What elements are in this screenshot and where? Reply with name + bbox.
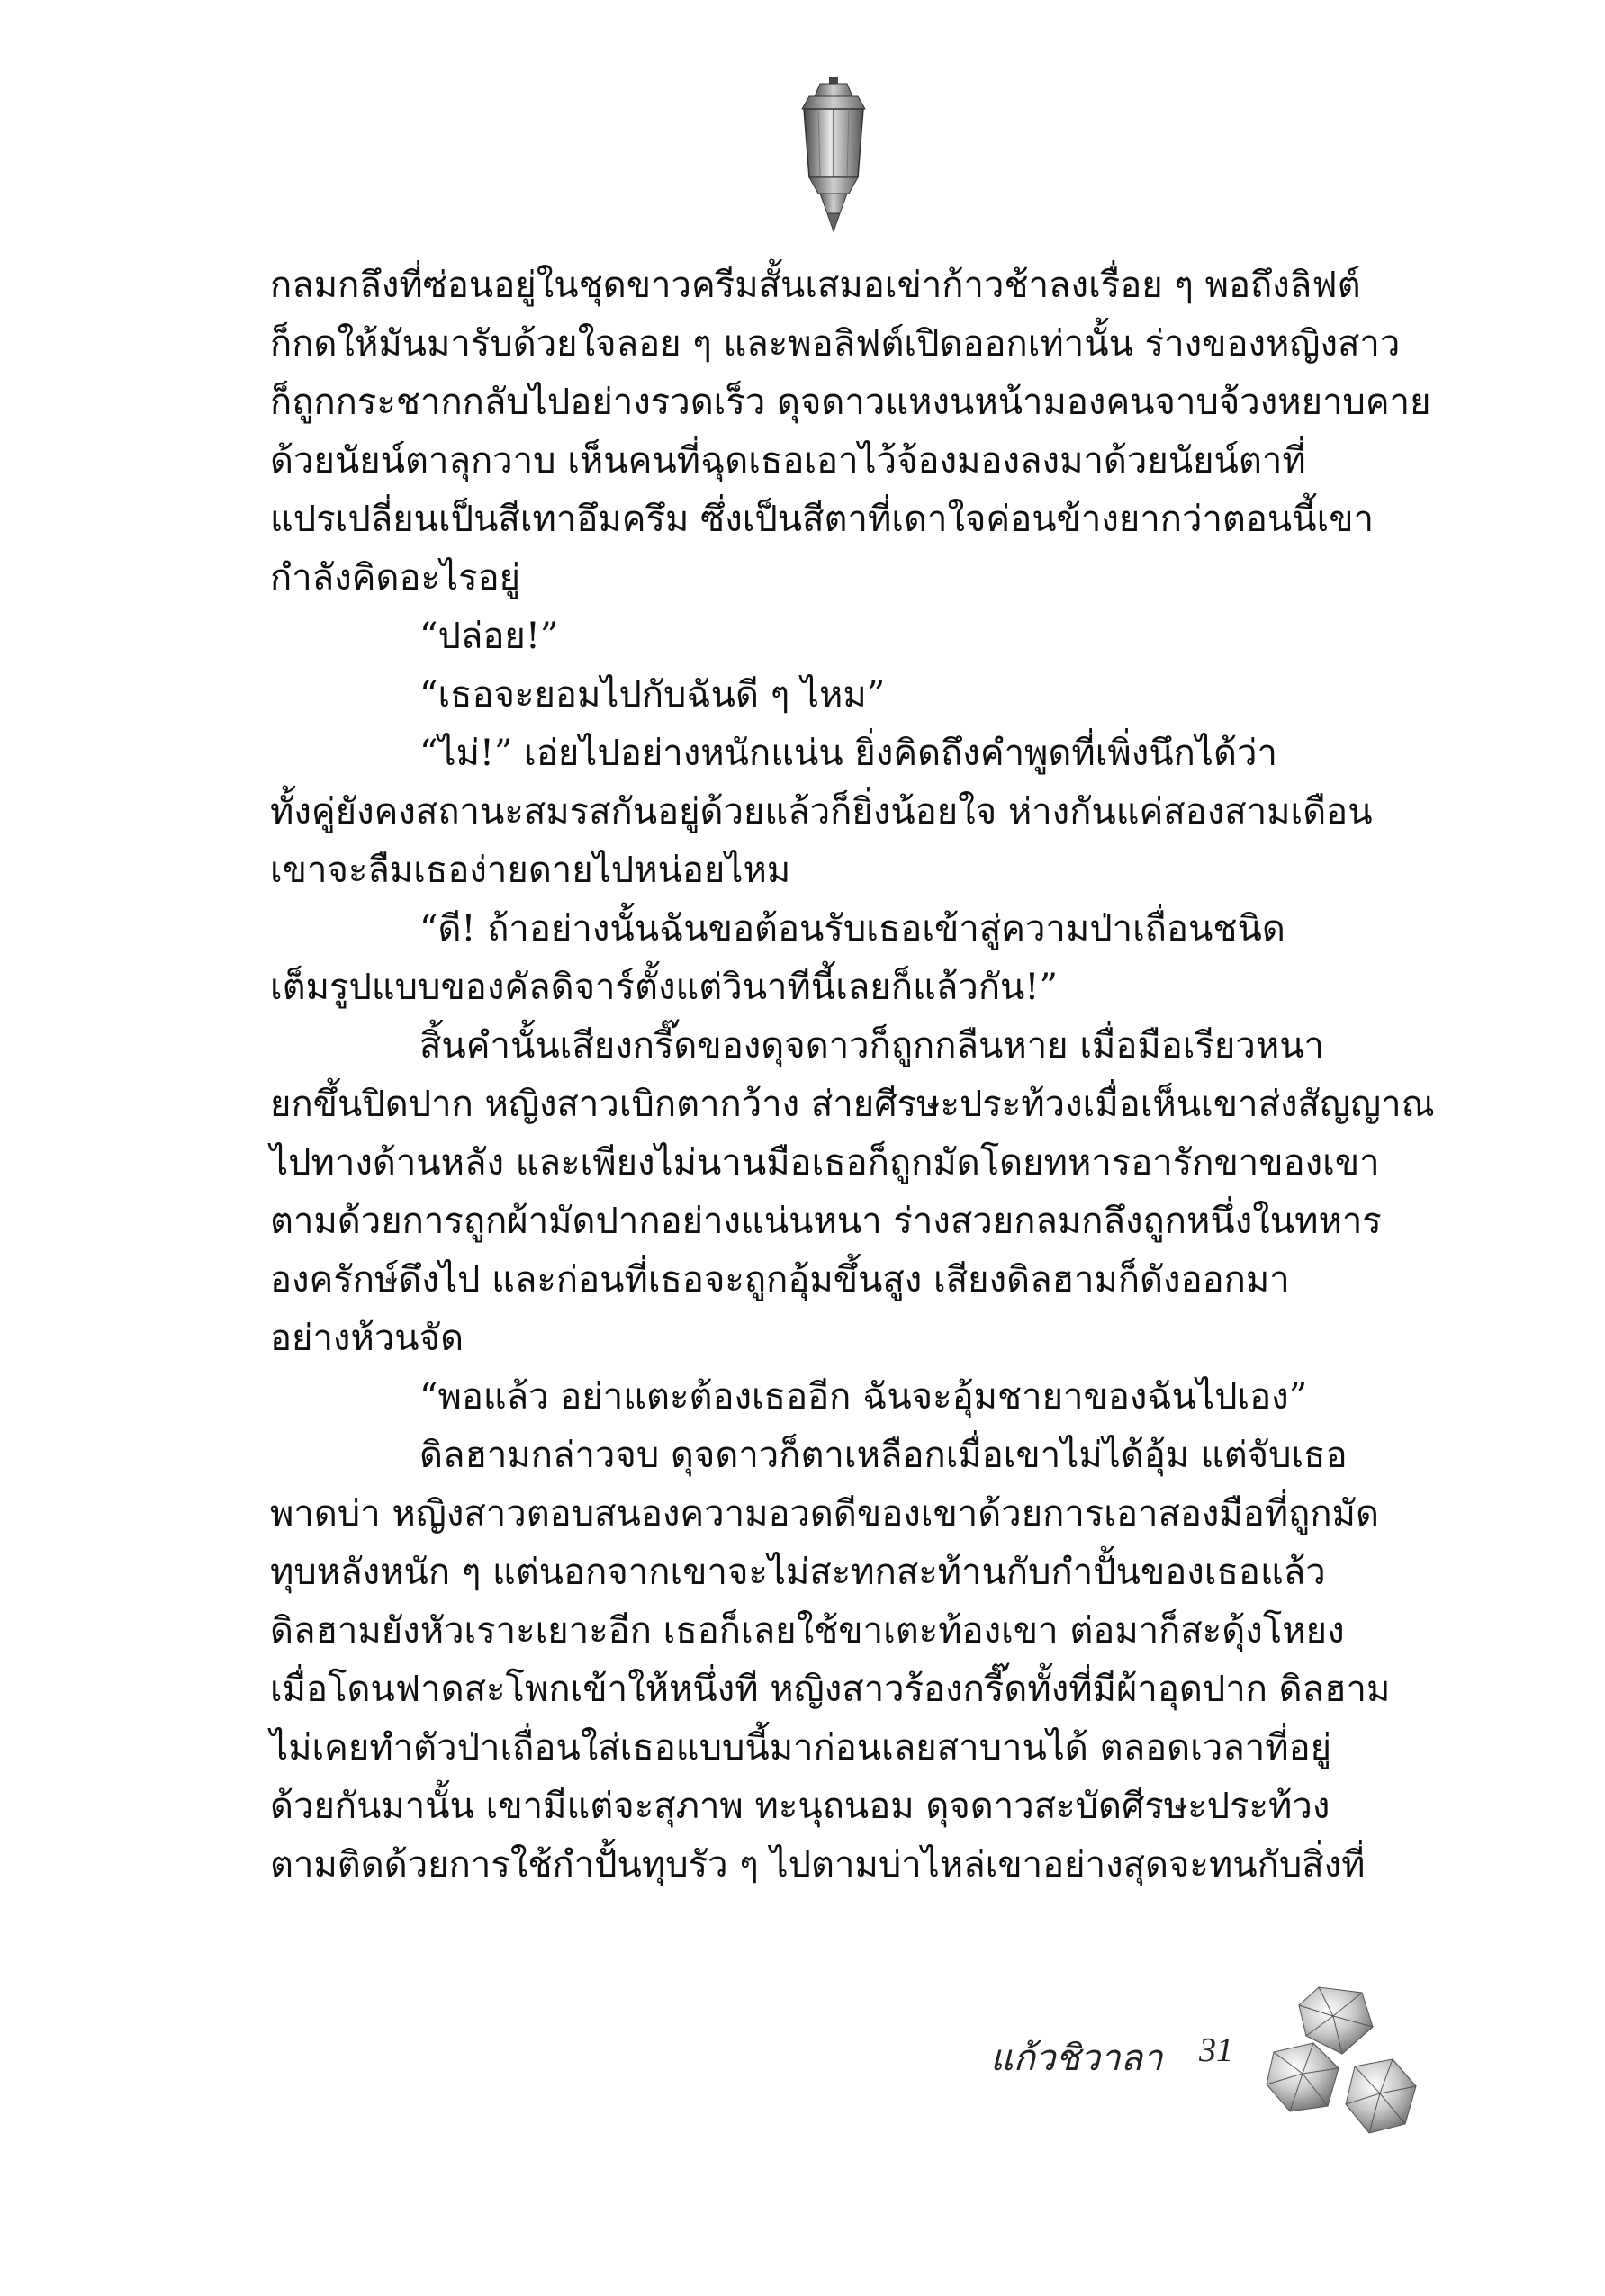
text-line: ตามด้วยการถูกผ้ามัดปากอย่างแน่นหนา ร่างสวยกลมกลึงถูกหนึ่งในทหาร — [270, 1201, 1382, 1242]
text-line: กลมกลึงที่ซ่อนอยู่ในชุดขาวครีมสั้นเสมอเข่าก้าวช้าลงเรื่อย ๆ พอถึงลิฟต์ — [270, 265, 1361, 306]
text-line: “ไม่!” เอ่ยไปอย่างหนักแน่น ยิ่งคิดถึงคำพูดที่เพิ่งนึกได้ว่า — [419, 733, 1277, 774]
text-line: เมื่อโดนฟาดสะโพกเข้าให้หนึ่งที หญิงสาวร้องกรี๊ดทั้งที่มีผ้าอุดปาก ดิลฮาม — [270, 1669, 1391, 1710]
text-line: “ปล่อย!” — [419, 616, 559, 657]
text-line: พาดบ่า หญิงสาวตอบสนองความอวดดีของเขาด้วยการเอาสองมือที่ถูกมัด — [270, 1493, 1379, 1535]
text-line: แปรเปลี่ยนเป็นสีเทาอึมครึม ซึ่งเป็นสีตาที่เดาใจค่อนข้างยากว่าตอนนี้เขา — [270, 499, 1375, 540]
text-line: อย่างห้วนจัด — [270, 1318, 464, 1359]
text-line: ยกขึ้นปิดปาก หญิงสาวเบิกตากว้าง ส่ายศีรษะประท้วงเมื่อเห็นเขาส่งสัญญาณ — [270, 1084, 1435, 1125]
text-line: เขาจะลืมเธอง่ายดายไปหน่อยไหม — [270, 850, 791, 891]
text-line: ด้วยนัยน์ตาลุกวาบ เห็นคนที่ฉุดเธอเอาไว้จ้องมองลงมาด้วยนัยน์ตาที่ — [270, 440, 1306, 482]
page-body-text — [270, 257, 1435, 1895]
text-line: ทั้งคู่ยังคงสถานะสมรสกันอยู่ด้วยแล้วก็ยิ่งน้อยใจ ห่างกันแค่สองสามเดือน — [270, 791, 1373, 833]
text-line: องครักษ์ดึงไป และก่อนที่เธอจะถูกอุ้มขึ้นสูง เสียงดิลฮามก็ดังออกมา — [270, 1259, 1290, 1301]
text-line: กำลังคิดอะไรอยู่ — [270, 557, 521, 599]
text-line: “พอแล้ว อย่าแตะต้องเธออีก ฉันจะอุ้มชายาของฉันไปเอง” — [419, 1376, 1308, 1418]
text-line: ก็กดให้มันมารับด้วยใจลอย ๆ และพอลิฟต์เปิดออกเท่านั้น ร่างของหญิงสาว — [270, 323, 1401, 365]
text-line: ก็ถูกกระชากกลับไปอย่างรวดเร็ว ดุจดาวแหงนหน้ามองคนจาบจ้วงหยาบคาย — [270, 382, 1431, 423]
text-line: “เธอจะยอมไปกับฉันดี ๆ ไหม” — [419, 674, 886, 716]
text-line: ตามติดด้วยการใช้กำปั้นทุบรัว ๆ ไปตามบ่าไหล่เขาอย่างสุดจะทนกับสิ่งที่ — [270, 1844, 1366, 1886]
book-title: แก้วชิวาลา — [990, 2038, 1163, 2079]
text-line: ทุบหลังหนัก ๆ แต่นอกจากเขาจะไม่สะทกสะท้านกับกำปั้นของเธอแล้ว — [270, 1552, 1326, 1593]
text-line: “ดี! ถ้าอย่างนั้นฉันขอต้อนรับเธอเข้าสู่ความป่าเถื่อนชนิด — [419, 908, 1285, 950]
text-line: สิ้นคำนั้นเสียงกรี๊ดของดุจดาวก็ถูกกลืนหาย เมื่อมือเรียวหนา — [419, 1025, 1324, 1067]
text-line: ดิลฮามยังหัวเราะเยาะอีก เธอก็เลยใช้ขาเตะท้องเขา ต่อมาก็สะดุ้งโหยง — [270, 1610, 1345, 1652]
text-line: ไม่เคยทำตัวป่าเถื่อนใส่เธอแบบนี้มาก่อนเลยสาบานได้ ตลอดเวลาที่อยู่ — [270, 1727, 1332, 1769]
diamonds-ornament-icon — [1256, 1980, 1427, 2147]
page-number: 31 — [1199, 2031, 1233, 2069]
text-line: ไปทางด้านหลัง และเพียงไม่นานมือเธอก็ถูกมัดโดยทหารอารักขาของเขา — [270, 1142, 1380, 1184]
text-line: ดิลฮามกล่าวจบ ดุจดาวก็ตาเหลือกเมื่อเขาไม่ได้อุ้ม แต่จับเธอ — [419, 1435, 1348, 1476]
lantern-ornament-icon — [793, 77, 874, 239]
text-line: เต็มรูปแบบของคัลดิจาร์ตั้งแต่วินาทีนี้เลยก็แล้วกัน!” — [270, 967, 1058, 1008]
text-line: ด้วยกันมานั้น เขามีแต่จะสุภาพ ทะนุถนอม ดุจดาวสะบัดศีรษะประท้วง — [270, 1786, 1330, 1827]
